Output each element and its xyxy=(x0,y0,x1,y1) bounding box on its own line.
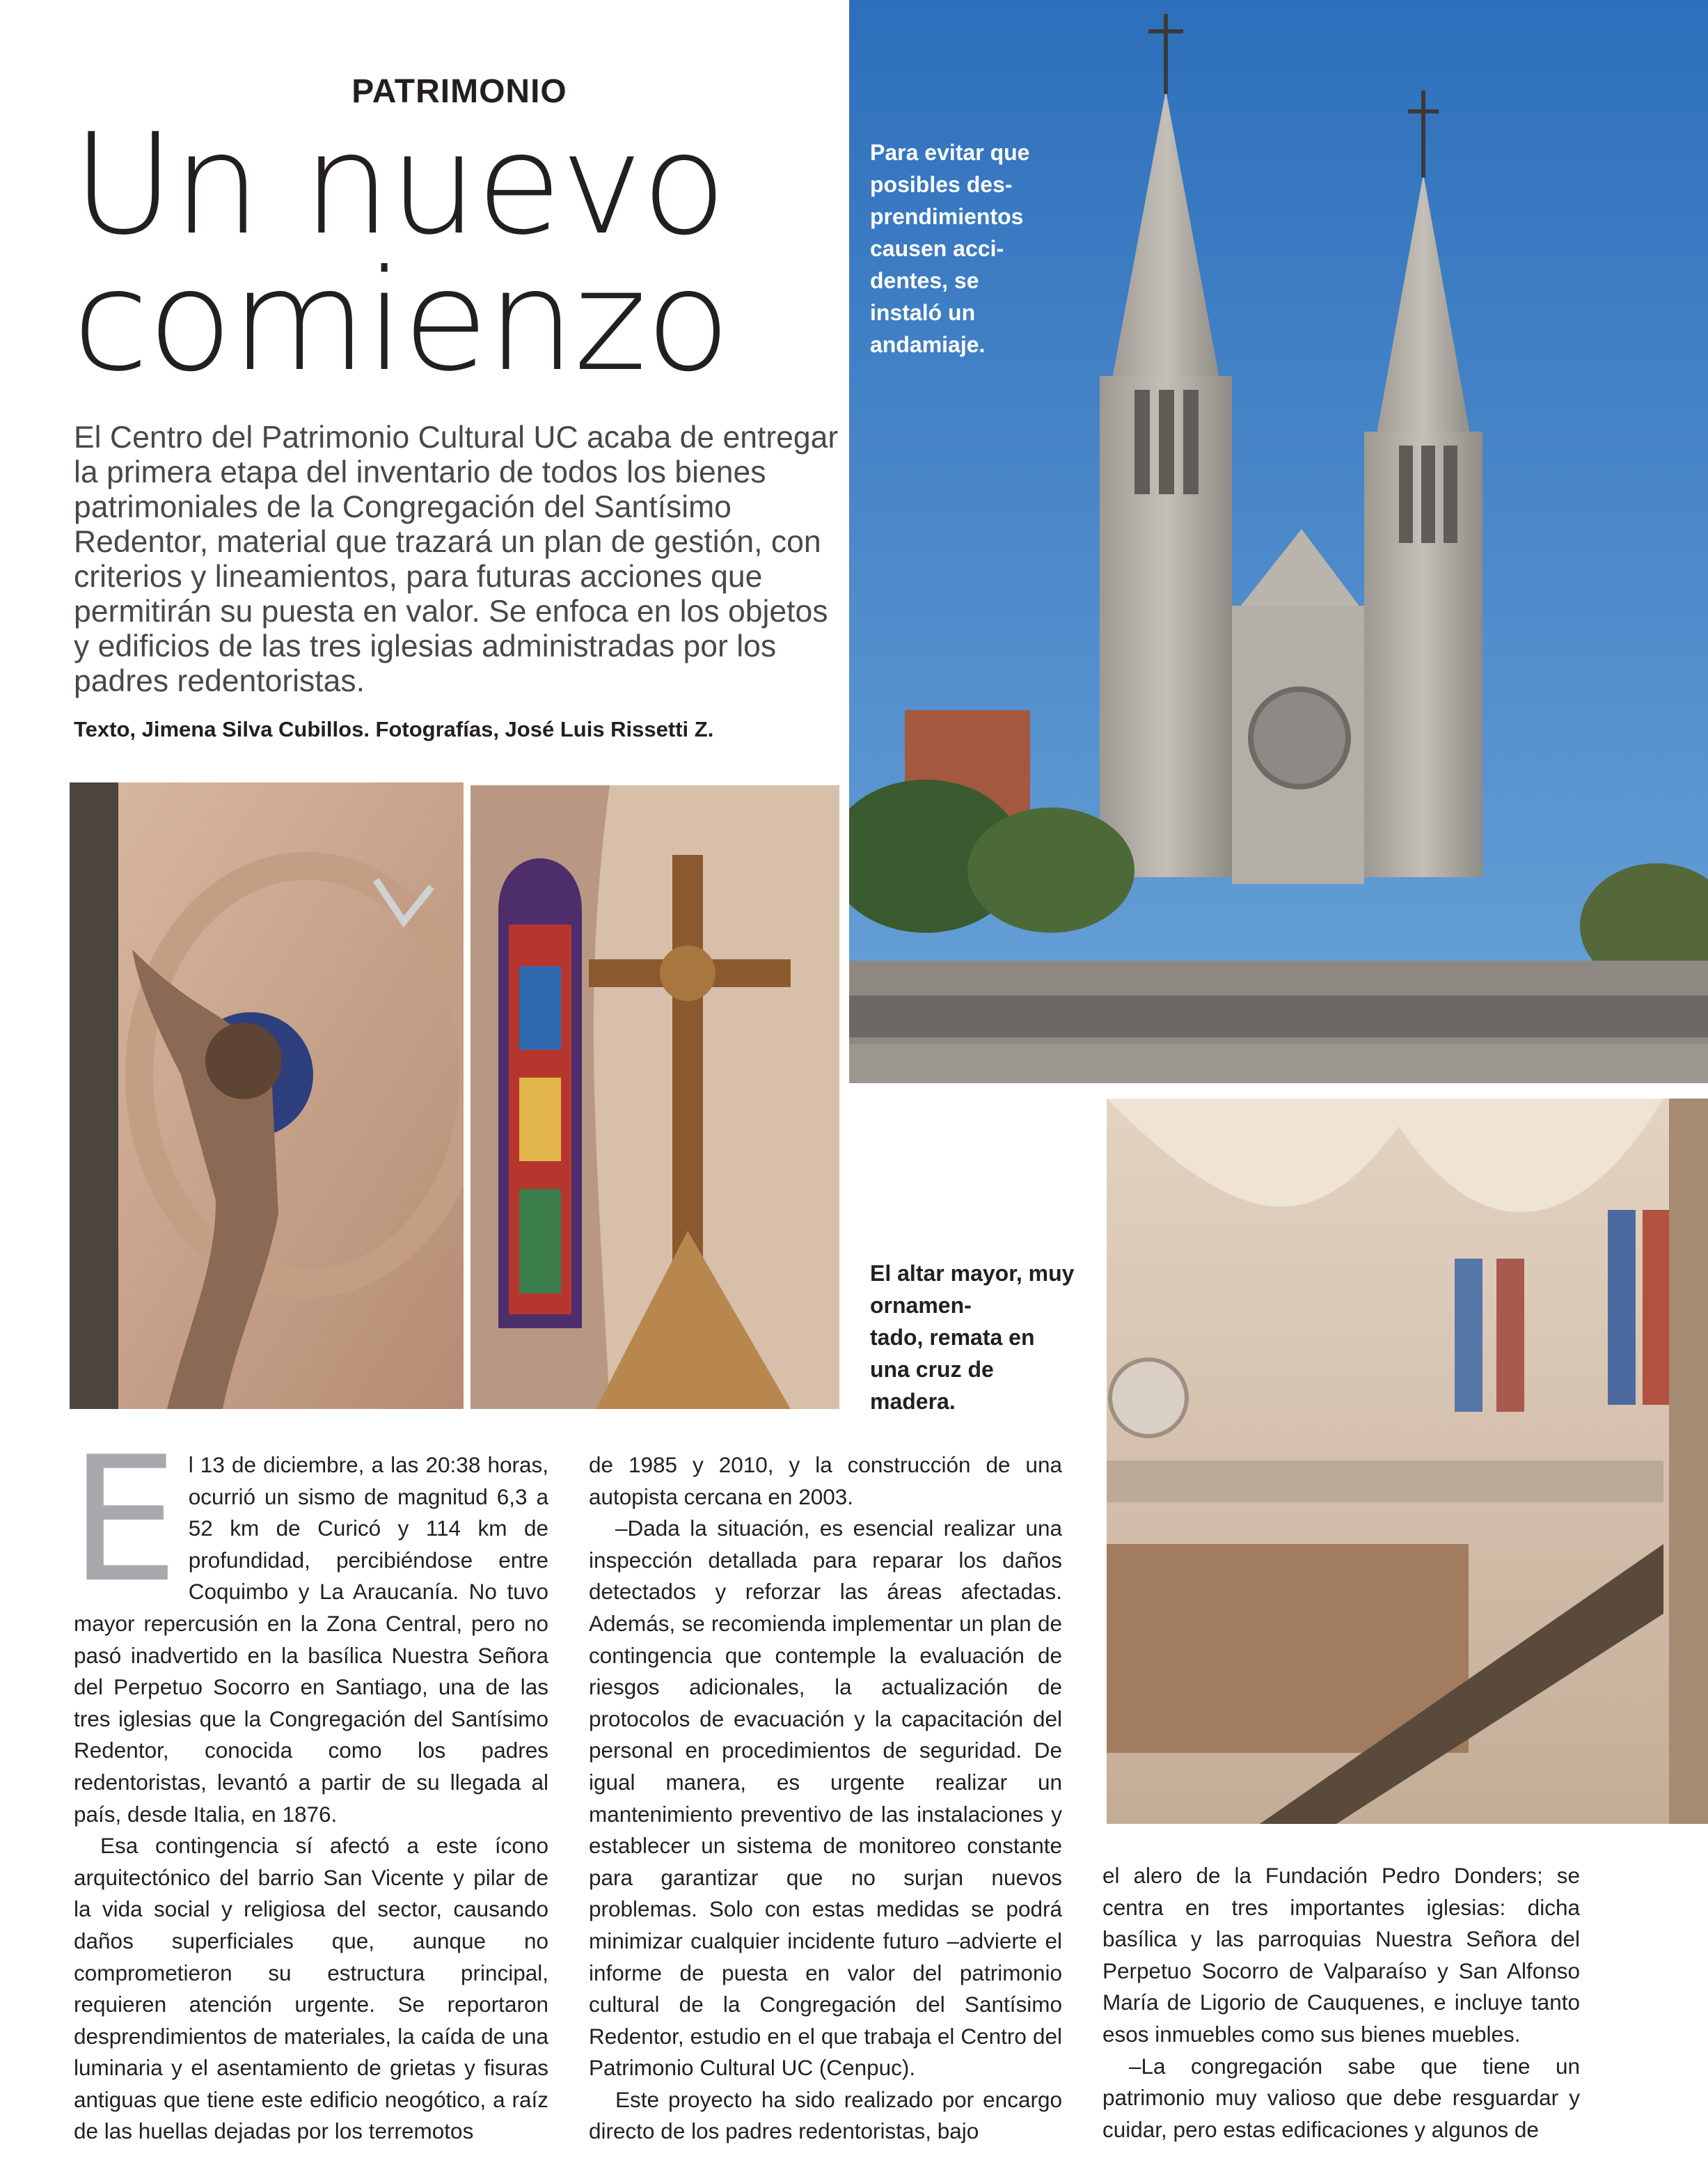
body-column-1 xyxy=(70,1420,548,2148)
body-paragraph: Este proyecto ha sido realizado por encargo directo de los padres redentoristas, bajo xyxy=(589,2086,1062,2144)
body-paragraph: –La congregación sabe que tiene un patrimonio muy valioso que debe resguardar y cuidar, pero estas edificaciones y algunos de xyxy=(1102,2053,1580,2142)
altar-cross-photo xyxy=(471,785,839,1409)
body-paragraph: Esa contingencia sí afectó a este ícono arquitectónico del barrio San Vicente y pilar de la vida social y religiosa del sector, causando daños superficiales que, aunque no comprometieron su estructura principal, requieren atención urgente. Se reportaron desprendimientos de materiales, la caída de una luminaria y el asentamiento de grietas y fisuras antiguas que tiene este edificio neogótico, a raíz de las huellas dejadas por los terremotos xyxy=(74,1833,548,2144)
body-paragraph xyxy=(70,1420,548,1830)
headline-line-2: comienzo xyxy=(72,240,729,402)
body-column-3 xyxy=(1102,1860,1580,2146)
crucifix-photo xyxy=(70,782,464,1409)
body-paragraph: de 1985 y 2010, y la construcción de una autopista cercana en 2003. xyxy=(589,1452,1062,1509)
headline xyxy=(72,104,852,402)
body-paragraph: el alero de la Fundación Pedro Donders; se centra en tres importantes iglesias: dicha basílica y las parroquias Nuestra Señora del Perpetuo Socorro de Valparaíso y San Alfonso María de Ligorio de Cauquenes, e incluye tanto esos inmuebles como sus bienes muebles. xyxy=(1102,1863,1580,2047)
byline: Texto, Jimena Silva Cubillos. Fotografías, José Luis Rissetti Z. xyxy=(74,717,714,741)
section-label: PATRIMONIO xyxy=(351,73,567,110)
altar-caption: El altar mayor, muy ornamen- tado, remata en una cruz de madera. xyxy=(870,1261,1075,1414)
drop-cap: E xyxy=(70,1420,179,1621)
body-column-2 xyxy=(589,1449,1062,2148)
nave-interior-photo xyxy=(1107,1099,1708,1824)
headline-line-1: Un nuevo xyxy=(72,104,726,266)
body-paragraph: –Dada la situación, es esencial realizar una inspección detallada para reparar los daños detectados y reforzar las áreas afectadas. Además, se recomienda implementar un plan de contingencia que contemple la evaluación de riesgos adicionales, la actualización de protocolos de evacuación y la capacitación del personal en procedimientos de seguridad. De igual manera, es urgente realizar un mantenimiento preventivo de las instalaciones y establecer un sistema de monitoreo constante para garantizar que no surjan nuevos problemas. Solo con estas medidas se podrá minimizar cualquier incidente futuro –advierte el informe de puesta en valor del patrimonio cultural de la Congregación del Santísimo Redentor, estudio en el que trabaja el Centro del Patrimonio Cultural UC (Cenpuc). xyxy=(589,1516,1062,2081)
body-text: l 13 de diciembre, a las 20:38 horas, ocurrió un sismo de magnitud 6,3 a 52 km de Curicó y 114 km de profundidad, percibiéndose entre Coquimbo y La Araucanía. No tuvo mayor repercusión en la Zona Central, pero no pasó inadvertido en la basílica Nuestra Señora del Perpetuo Socorro en Santiago, una de las tres iglesias que la Congregación del Santísimo Redentor, conocida como los padres redentoristas, levantó a partir de su llegada al país, desde Italia, en 1876. xyxy=(74,1452,548,1827)
facade-caption: Para evitar que posibles des- prendimientos causen acci- dentes, se instaló un andamiaje. xyxy=(870,140,1030,357)
lead-paragraph: El Centro del Patrimonio Cultural UC acaba de entregar la primera etapa del inventario de todos los bienes patrimoniales de la Congregación del Santísimo Redentor, material que trazará un plan de gestión, con criterios y lineamientos, para futuras acciones que permitirán su puesta en valor. Se enfoca en los objetos y edificios de las tres iglesias administradas por los padres redentoristas. xyxy=(74,420,839,698)
